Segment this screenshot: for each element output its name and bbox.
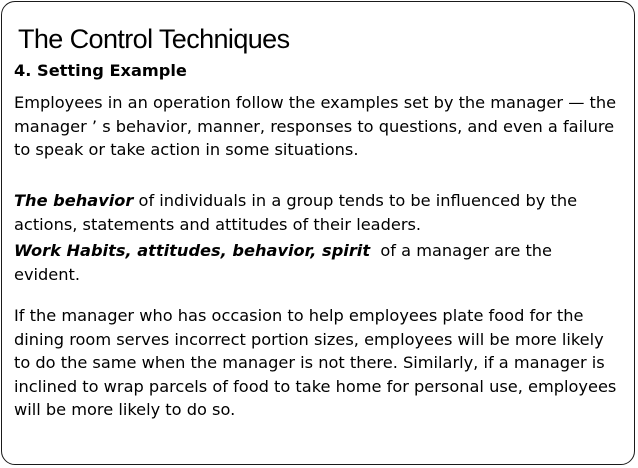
paragraph-behavior	[14, 189, 622, 236]
work-habits-emphasis: Work Habits, attitudes, behavior, spirit	[14, 241, 371, 260]
paragraph-examples: Employees in an operation follow the examples set by the manager — the manager ’ s behavior, manner, responses to questions, and even a failure to speak or take action in some situations.	[14, 93, 617, 159]
section-subheading: 4. Setting Example	[14, 61, 187, 80]
slide-title: The Control Techniques	[18, 24, 290, 54]
paragraph-portion-sizes: If the manager who has occasion to help employees plate food for the dining room serves incorrect portion sizes, employees will be more likely to do the same when the manager is not there. Similarly, if a manager is inclined to wrap parcels of food to take home for personal use, employees will be more likely to do so.	[14, 306, 617, 419]
behavior-emphasis: The behavior	[14, 191, 134, 210]
paragraph-work-habits	[14, 239, 622, 286]
behavior-text: of individuals in a group tends to be influenced by the actions, statements and attitudes of their leaders.	[14, 191, 583, 234]
work-habits-text: of a manager are the evident.	[14, 241, 558, 284]
